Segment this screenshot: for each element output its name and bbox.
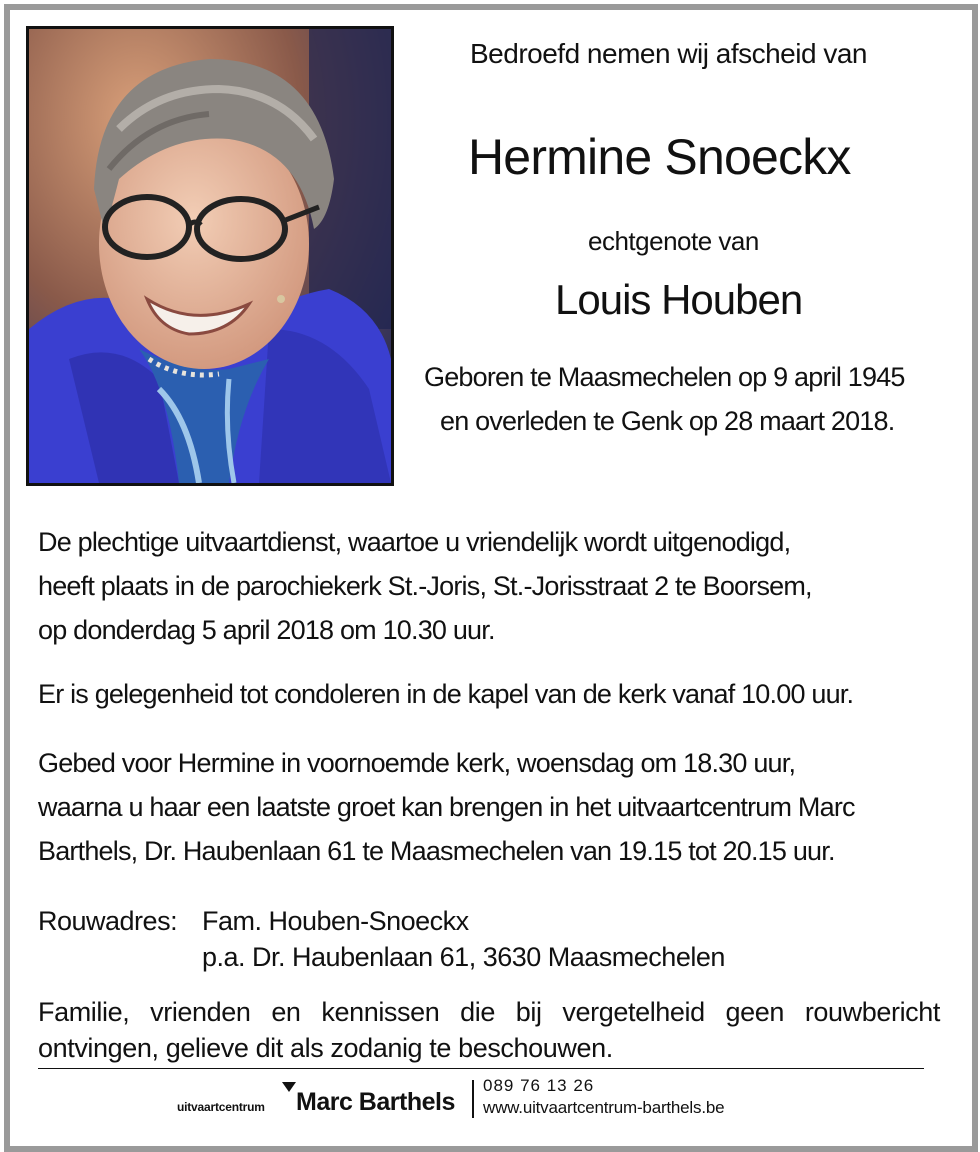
phone-number: 089 76 13 26	[483, 1076, 595, 1095]
death-line: en overleden te Genk op 28 maart 2018.	[440, 406, 895, 436]
footer-divider	[38, 1068, 924, 1069]
logo-triangle-icon	[282, 1082, 296, 1092]
prayer-paragraph	[38, 741, 855, 873]
service-line: De plechtige uitvaartdienst, waartoe u vriendelijk wordt uitgenodigd,	[38, 527, 791, 557]
spouse-name: Louis Houben	[555, 276, 803, 323]
condolence-paragraph: Er is gelegenheid tot condoleren in de kapel van de kerk vanaf 10.00 uur.	[38, 679, 854, 709]
prayer-line: Gebed voor Hermine in voornoemde kerk, woensdag om 18.30 uur,	[38, 748, 796, 778]
birth-line: Geboren te Maasmechelen op 9 april 1945	[424, 362, 905, 392]
logo-name: Marc Barthels	[296, 1088, 455, 1116]
address-line-2: p.a. Dr. Haubenlaan 61, 3630 Maasmechelen	[202, 942, 725, 972]
portrait-photo	[26, 26, 394, 486]
address-line-1: Fam. Houben-Snoeckx	[202, 906, 469, 936]
intro-text: Bedroefd nemen wij afscheid van	[470, 38, 867, 69]
website-link[interactable]: www.uitvaartcentrum-barthels.be	[483, 1098, 725, 1117]
logo-small-text: uitvaartcentrum	[177, 1100, 265, 1114]
footer-separator	[472, 1080, 474, 1118]
address-label: Rouwadres:	[38, 906, 178, 936]
service-paragraph	[38, 520, 812, 652]
service-line: heeft plaats in de parochiekerk St.-Joris, St.-Jorisstraat 2 te Boorsem,	[38, 571, 812, 601]
prayer-line: Barthels, Dr. Haubenlaan 61 te Maasmechelen van 19.15 tot 20.15 uur.	[38, 836, 835, 866]
closing-note: Familie, vrienden en kennissen die bij vergetelheid geen rouwbericht ontvingen, gelieve dit als zodanig te beschouwen.	[38, 997, 940, 1063]
service-line: op donderdag 5 april 2018 om 10.30 uur.	[38, 615, 495, 645]
spouse-label: echtgenote van	[588, 226, 759, 256]
prayer-line: waarna u haar een laatste groet kan brengen in het uitvaartcentrum Marc	[38, 792, 855, 822]
deceased-name: Hermine Snoeckx	[468, 129, 851, 185]
